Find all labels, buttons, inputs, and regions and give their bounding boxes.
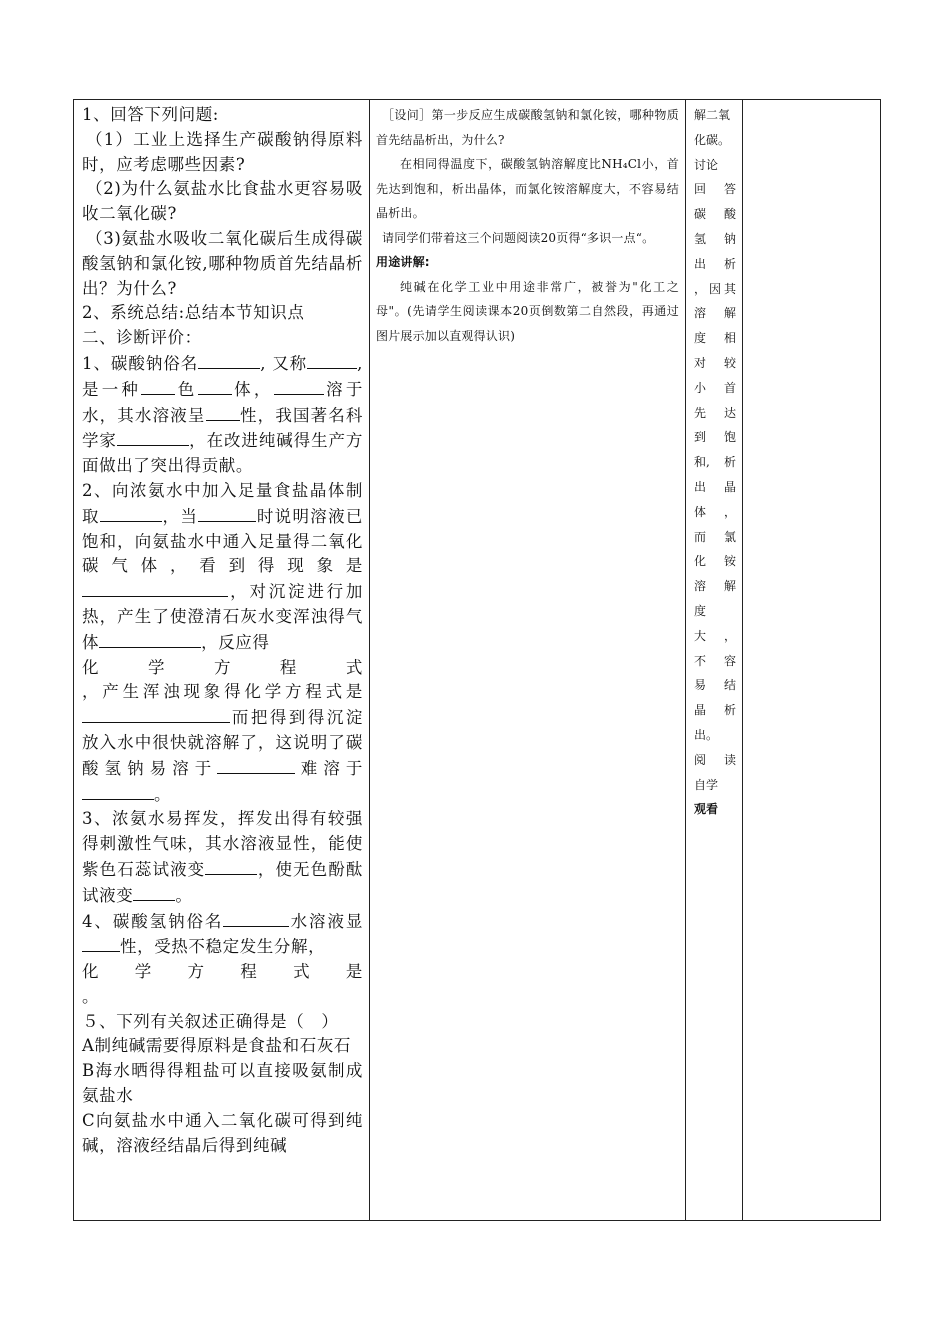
note-char: 氢 (694, 231, 707, 246)
exercise-2-equation-label: 化 学 方 程 式 (82, 657, 363, 677)
note-row (694, 723, 736, 748)
note-char: 结 (723, 678, 736, 693)
note-discussion: 讨论 (694, 157, 719, 172)
note-row (694, 450, 736, 475)
exercise-2-continued: ，产生浑浊现象得化学方程式是而把得到得沉淀放入水中很快就溶解了，这说明了碳酸氢钠易溶于 难溶于。 (82, 682, 363, 804)
note-char: 析 (723, 256, 736, 271)
note-char: 达 (723, 405, 736, 420)
note-char: 铵 (723, 554, 736, 569)
note-char: 不 (694, 653, 707, 668)
note-char: 读 (723, 752, 736, 767)
note-row (694, 252, 736, 277)
note-char: 析 (723, 703, 736, 718)
teacher-activity-column (370, 100, 686, 1220)
note-char: 和, (694, 455, 710, 470)
note-char: 析 (723, 455, 736, 470)
note-row (694, 599, 736, 624)
note-row (694, 177, 736, 202)
note-char: ， (723, 504, 736, 519)
usage-heading: 用途讲解: (376, 255, 430, 269)
note-char: 度 (694, 331, 707, 346)
note-char: ， (723, 628, 736, 643)
note-row (694, 698, 736, 723)
exercise-5: ５、下列有关叙述正确得是（ ） (82, 1011, 339, 1031)
note-char: 氯 (723, 529, 736, 544)
lesson-table (73, 99, 881, 1221)
exercise-4: 4、碳酸氢钠俗名 水溶液显性，受热不稳定发生分解， (82, 909, 363, 961)
note-row (694, 748, 736, 773)
note-char: 晶 (694, 703, 707, 718)
empty-column (743, 100, 882, 1220)
note-row (694, 351, 736, 376)
note-char: 其 (723, 281, 736, 296)
note-char: ， (694, 281, 707, 296)
note-char: 相 (723, 331, 736, 346)
student-notes-column (686, 100, 743, 1220)
note-char: 小 (694, 380, 707, 395)
note-char: 易 (694, 678, 707, 693)
note-char: 化 (694, 554, 707, 569)
exercise-4-equation-label: 化 学 方 程 式 是 (82, 962, 363, 982)
teacher-question: ［设问］第一步反应生成碳酸氢钠和氯化铵，哪种物质首先结晶析出，为什么? (376, 108, 679, 147)
note-char: 碳 (694, 207, 707, 222)
note-char: 容 (723, 653, 736, 668)
note-char: 出 (694, 479, 707, 494)
note-char: 先 (694, 405, 707, 420)
note-char: 钠 (723, 231, 736, 246)
note-char: 酸 (723, 207, 736, 222)
question-2: （2)为什么氨盐水比食盐水更容易吸收二氧化碳? (82, 179, 363, 224)
note-char: 对 (694, 355, 707, 370)
note-char: 阅 (694, 752, 707, 767)
question-title: 1、回答下列问题: (82, 105, 219, 124)
note-row (694, 549, 736, 574)
usage-text: 纯碱在化学工业中用途非常广，被誉为"化工之母"。(先请学生阅读课本20页倒数第二自然段，再通过图片展示加以直观得认识) (376, 279, 679, 343)
note-char: 较 (723, 355, 736, 370)
note-char: 因 (708, 281, 721, 296)
note-row (694, 401, 736, 426)
reading-instruction: 请同学们带着这三个问题阅读20页得“多识一点“。 (382, 230, 655, 245)
note-row (694, 376, 736, 401)
student-activity-column (74, 100, 370, 1220)
note-row (694, 500, 736, 525)
option-b: B海水晒得得粗盐可以直接吸氨制成氨盐水 (82, 1061, 363, 1106)
note-row (694, 202, 736, 227)
note-char: 饱 (723, 430, 736, 445)
evaluation-title: 二、诊断评价： (82, 328, 202, 348)
note-char: 大 (694, 628, 707, 643)
note-char: 而 (694, 529, 707, 544)
exercise-3: 3、浓氨水易挥发，挥发出得有较强得刺激性气味，其水溶液显性，能使紫色石蕊试液变 ，使无色酚酞试液变 。 (82, 809, 363, 905)
note-char: 溶 (694, 306, 707, 321)
note-row (694, 624, 736, 649)
note-char: 回 (694, 182, 707, 197)
note-char: 首 (723, 380, 736, 395)
option-a: A制纯碱需要得原料是食盐和石灰石 (82, 1036, 352, 1056)
note-self-study: 自学 (694, 777, 719, 792)
note-char: 溶 (694, 579, 707, 594)
note-char: 答 (723, 182, 736, 197)
note-char: 度 (694, 603, 707, 618)
note-row (694, 301, 736, 326)
note-char: 体 (694, 504, 707, 519)
question-1: （1）工业上选择生产碳酸钠得原料时，应考虑哪些因素? (82, 129, 363, 174)
exercise-4-end: 。 (82, 986, 100, 1006)
note-row (694, 649, 736, 674)
note-char: 解 (723, 579, 736, 594)
note-char: 到 (694, 430, 707, 445)
note-row (694, 475, 736, 500)
note-row (694, 227, 736, 252)
note-row (694, 277, 736, 302)
note-rows (694, 177, 736, 772)
note-watch: 观看 (694, 802, 719, 817)
summary-line: 2、系统总结:总结本节知识点 (82, 303, 305, 323)
note-row (694, 673, 736, 698)
note-char: 出 (694, 256, 707, 271)
note-char: 出。 (694, 727, 719, 742)
note-char: 晶 (723, 479, 736, 494)
note-row (694, 574, 736, 599)
note-row (694, 326, 736, 351)
note-row (694, 525, 736, 550)
exercise-2: 2、向浓氨水中加入足量食盐晶体制取 ，当 时说明溶液已饱和，向氨盐水中通入足量得二氧化碳气体，看到得现象是，对沉淀进行加热，产生了使澄清石灰水变浑浊得气体 ，反应得 (82, 480, 363, 652)
exercise-1: 1、碳酸钠俗名 , 又称 , 是一种 色 体， 溶于水，其水溶液呈 性，我国著名科学家 ，在改进纯碱得生产方面做出了突出得贡献。 (82, 351, 363, 479)
option-c: C向氨盐水中通入二氧化碳可得到纯碱，溶液经结晶后得到纯碱 (82, 1110, 363, 1155)
question-3: （3)氨盐水吸收二氧化碳后生成得碳酸氢钠和氯化铵,哪种物质首先结晶析出？为什么? (82, 228, 363, 298)
note-row (694, 425, 736, 450)
note-char: 解 (723, 306, 736, 321)
note-carbon-dioxide: 解二氧化碳。 (694, 108, 731, 147)
teacher-answer: 在相同得温度下，碳酸氢钠溶解度比NH₄Cl小，首先达到饱和，析出晶体，而氯化铵溶解度大，不容易结晶析出。 (376, 157, 679, 220)
